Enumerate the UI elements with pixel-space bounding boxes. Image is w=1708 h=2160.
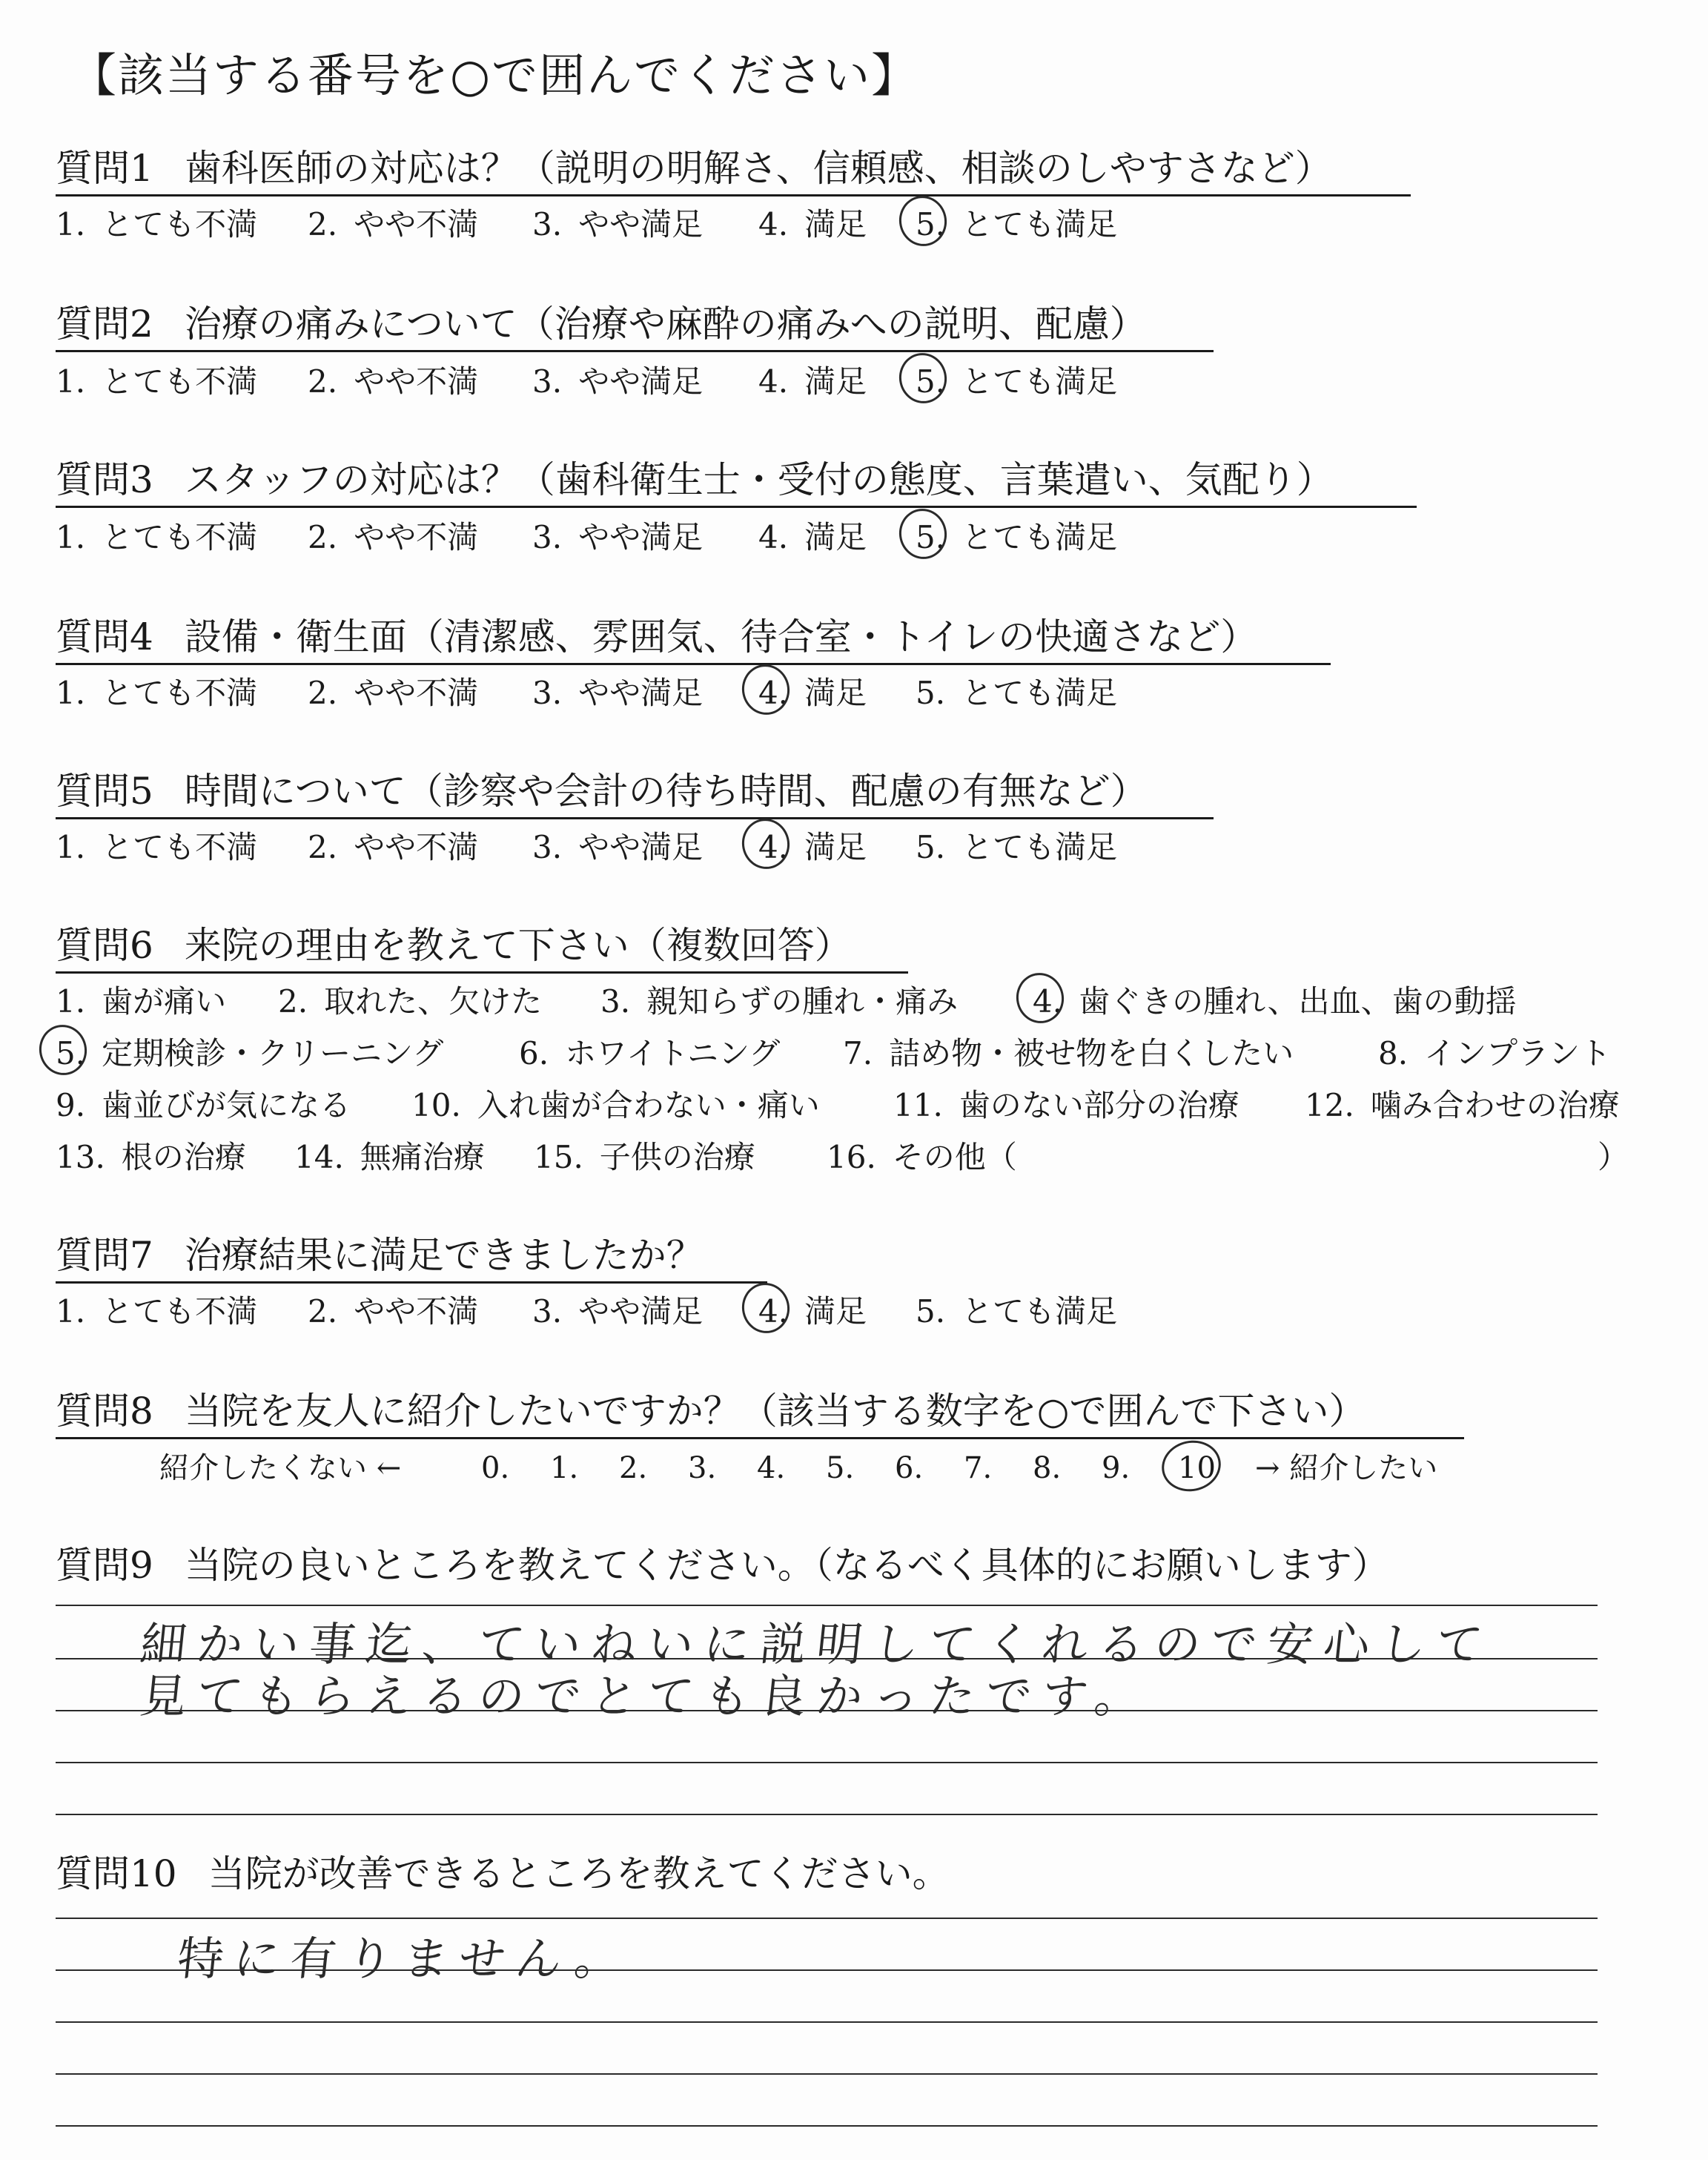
q5-option-2[interactable]: 2. やや不満 xyxy=(308,829,479,865)
question-text: 設備・衛生面（清潔感、雰囲気、待合室・トイレの快適さなど） xyxy=(184,615,1258,658)
q7-option-4[interactable]: 4. 満足 xyxy=(758,1296,867,1327)
answer-line xyxy=(56,1814,1598,1815)
q6-option-5[interactable]: 5. 定期検診・クリーニング xyxy=(56,1038,443,1069)
q6-option-16[interactable]: 16. その他（ xyxy=(827,1139,1017,1175)
q8-option-3[interactable]: 3. xyxy=(688,1451,717,1485)
question-9 xyxy=(56,1544,1389,1587)
q6-option-8[interactable]: 8. インプラント xyxy=(1378,1035,1612,1071)
q9-answer-line-2[interactable]: 見てもらえるのでとても良かったです。 xyxy=(137,1669,1154,1723)
q1-option-4[interactable]: 4. 満足 xyxy=(758,206,867,242)
question-underline xyxy=(56,817,1214,819)
question-text: 治療結果に満足できましたか？ xyxy=(184,1234,704,1277)
answer-line xyxy=(56,1605,1598,1606)
question-text: 当院を友人に紹介したいですか？（該当する数字を○で囲んで下さい） xyxy=(184,1390,1366,1433)
question-label: 質問3 xyxy=(56,458,153,501)
selection-circle xyxy=(1157,1435,1225,1496)
q7-option-5[interactable]: 5. とても満足 xyxy=(916,1293,1118,1330)
q6-option-15[interactable]: 15. 子供の治療 xyxy=(534,1139,755,1175)
question-label: 質問1 xyxy=(56,147,153,190)
q5-option-3[interactable]: 3. やや満足 xyxy=(532,829,704,865)
q2-option-3[interactable]: 3. やや満足 xyxy=(532,363,704,400)
question-text: 時間について（診察や会計の待ち時間、配慮の有無など） xyxy=(184,770,1148,813)
question-5 xyxy=(56,770,1148,813)
q4-option-4[interactable]: 4. 満足 xyxy=(758,678,867,709)
q6-option-2[interactable]: 2. 取れた、欠けた xyxy=(278,983,543,1020)
q2-option-1[interactable]: 1. とても不満 xyxy=(56,363,258,400)
question-text: 歯科医師の対応は？（説明の明解さ、信頼感、相談のしやすさなど） xyxy=(184,147,1332,190)
q3-option-3[interactable]: 3. やや満足 xyxy=(532,519,704,555)
answer-line xyxy=(56,2125,1598,2127)
q6-option-11[interactable]: 11. 歯のない部分の治療 xyxy=(893,1087,1239,1123)
q3-option-5[interactable]: 5. とても満足 xyxy=(916,522,1117,553)
q9-answer-line-1[interactable]: 細かい事迄、ていねいに説明してくれるので安心して xyxy=(137,1617,1496,1671)
question-text: スタッフの対応は？（歯科衛生士・受付の態度、言葉遣い、気配り） xyxy=(184,458,1334,501)
q1-option-2[interactable]: 2. やや不満 xyxy=(308,206,479,242)
q1-option-5[interactable]: 5. とても満足 xyxy=(916,209,1117,240)
q1-option-3[interactable]: 3. やや満足 xyxy=(532,206,704,242)
question-label: 質問4 xyxy=(56,615,153,658)
question-1 xyxy=(56,147,1332,190)
answer-line xyxy=(56,2021,1598,2023)
q8-option-10[interactable]: 10 xyxy=(1178,1453,1216,1483)
question-label: 質問8 xyxy=(56,1390,153,1433)
q4-option-5[interactable]: 5. とても満足 xyxy=(916,675,1118,711)
recommend-label: → 紹介したい xyxy=(1255,1451,1438,1485)
q8-option-2[interactable]: 2. xyxy=(619,1451,648,1485)
question-label: 質問10 xyxy=(56,1852,177,1895)
q7-option-2[interactable]: 2. やや不満 xyxy=(308,1293,479,1330)
question-2 xyxy=(56,303,1147,346)
question-underline xyxy=(56,350,1214,352)
q4-option-3[interactable]: 3. やや満足 xyxy=(532,675,704,711)
question-label: 質問6 xyxy=(56,924,153,967)
question-underline xyxy=(56,506,1417,508)
question-underline xyxy=(56,971,908,974)
q6-option-14[interactable]: 14. 無痛治療 xyxy=(294,1139,485,1175)
q5-option-5[interactable]: 5. とても満足 xyxy=(916,829,1118,865)
q4-option-2[interactable]: 2. やや不満 xyxy=(308,675,479,711)
q3-option-4[interactable]: 4. 満足 xyxy=(758,519,867,555)
question-text: 来院の理由を教えて下さい（複数回答） xyxy=(184,924,852,967)
q8-option-8[interactable]: 8. xyxy=(1033,1451,1062,1485)
not-recommend-label: 紹介したくない ← xyxy=(159,1451,402,1485)
question-10 xyxy=(56,1852,950,1895)
question-text: 治療の痛みについて（治療や麻酔の痛みへの説明、配慮） xyxy=(184,303,1147,346)
q6-option-7[interactable]: 7. 詰め物・被せ物を白くしたい xyxy=(843,1035,1294,1071)
q6-option-4[interactable]: 4. 歯ぐきの腫れ、出血、歯の動揺 xyxy=(1033,986,1517,1017)
question-underline xyxy=(56,194,1411,196)
question-6 xyxy=(56,924,852,967)
q8-option-0[interactable]: 0. xyxy=(481,1451,510,1485)
question-underline xyxy=(56,1437,1464,1439)
question-label: 質問5 xyxy=(56,770,153,813)
question-text: 当院が改善できるところを教えてください。 xyxy=(208,1852,950,1895)
q2-option-2[interactable]: 2. やや不満 xyxy=(308,363,479,400)
q5-option-4[interactable]: 4. 満足 xyxy=(758,832,867,863)
q4-option-1[interactable]: 1. とても不満 xyxy=(56,675,258,711)
q3-option-1[interactable]: 1. とても不満 xyxy=(56,519,258,555)
q5-option-1[interactable]: 1. とても不満 xyxy=(56,829,258,865)
question-underline xyxy=(56,1281,767,1284)
question-underline xyxy=(56,663,1331,665)
q8-option-5[interactable]: 5. xyxy=(826,1451,855,1485)
q6-option-3[interactable]: 3. 親知らずの腫れ・痛み xyxy=(600,983,959,1020)
answer-line xyxy=(56,2073,1598,2075)
q6-option-1[interactable]: 1. 歯が痛い xyxy=(56,983,227,1020)
q6-option-13[interactable]: 13. 根の治療 xyxy=(56,1139,246,1175)
question-8 xyxy=(56,1390,1366,1433)
answer-line xyxy=(56,1762,1598,1763)
q10-answer-line-1[interactable]: 特に有りません。 xyxy=(174,1932,635,1986)
q6-option-12[interactable]: 12. 噛み合わせの治療 xyxy=(1305,1087,1620,1123)
question-3 xyxy=(56,458,1334,501)
q6-other-close-paren: ） xyxy=(1598,1139,1629,1175)
form-title: 【該当する番号を○で囲んでください】 xyxy=(70,48,919,102)
q2-option-4[interactable]: 4. 満足 xyxy=(758,363,867,400)
q8-option-7[interactable]: 7. xyxy=(964,1451,993,1485)
question-label: 質問7 xyxy=(56,1234,153,1277)
answer-line xyxy=(56,1918,1598,1919)
q6-option-6[interactable]: 6. ホワイトニング xyxy=(519,1035,781,1071)
question-label: 質問2 xyxy=(56,303,153,346)
q6-option-10[interactable]: 10. 入れ歯が合わない・痛い xyxy=(411,1087,820,1123)
question-text: 当院の良いところを教えてください。（なるべく具体的にお願いします） xyxy=(184,1544,1389,1587)
q1-option-1[interactable]: 1. とても不満 xyxy=(56,206,258,242)
q2-option-5[interactable]: 5. とても満足 xyxy=(916,366,1117,397)
q8-option-6[interactable]: 6. xyxy=(895,1451,924,1485)
q6-option-9[interactable]: 9. 歯並びが気になる xyxy=(56,1087,351,1123)
q8-option-1[interactable]: 1. xyxy=(550,1451,579,1485)
q8-option-4[interactable]: 4. xyxy=(757,1451,786,1485)
q8-option-9[interactable]: 9. xyxy=(1102,1451,1131,1485)
question-7 xyxy=(56,1234,704,1277)
question-4 xyxy=(56,615,1258,658)
q7-option-3[interactable]: 3. やや満足 xyxy=(532,1293,704,1330)
question-label: 質問9 xyxy=(56,1544,153,1587)
q3-option-2[interactable]: 2. やや不満 xyxy=(308,519,479,555)
q7-option-1[interactable]: 1. とても不満 xyxy=(56,1293,258,1330)
